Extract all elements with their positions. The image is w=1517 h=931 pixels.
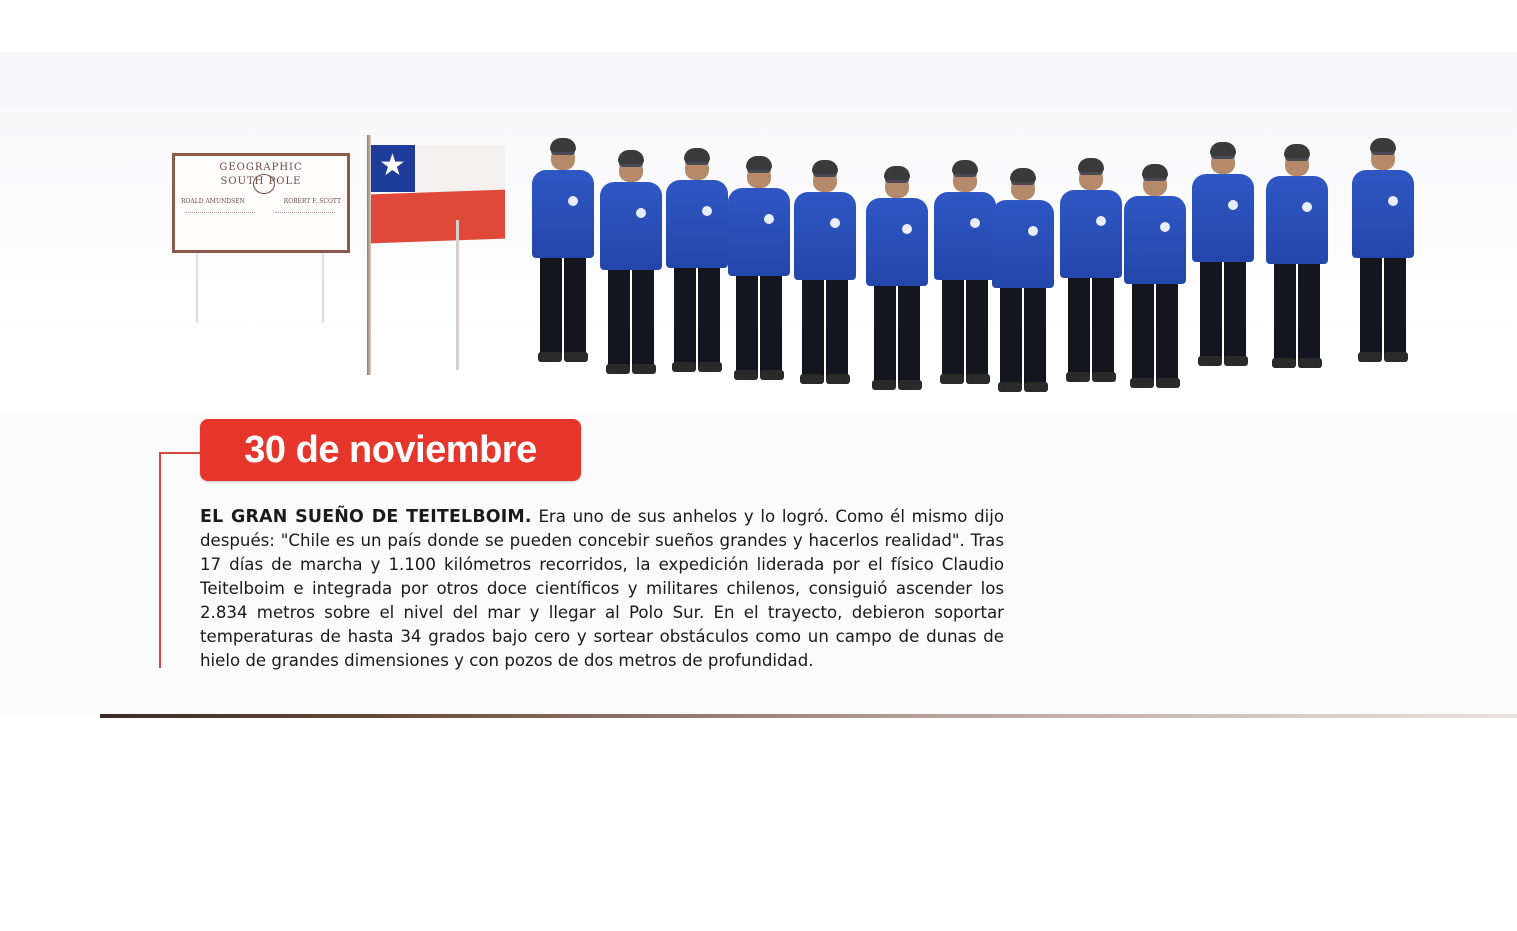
flag-red-band (371, 190, 505, 244)
antarctica-emblem-icon (253, 174, 275, 194)
sign-left-name: ROALD AMUNDSEN (181, 198, 245, 205)
sign-fine-print-left (185, 212, 255, 243)
sign-post-right (322, 253, 324, 323)
sign-fine-print-right (275, 212, 335, 243)
red-bracket-vertical (159, 452, 161, 668)
sign-post-left (196, 253, 198, 323)
date-heading: 30 de noviembre (244, 428, 537, 471)
sign-right-name: ROBERT F. SCOTT (283, 198, 341, 205)
page-bottom-edge (100, 714, 1517, 718)
sign-line-1: GEOGRAPHIC (219, 162, 303, 173)
article-paragraph (200, 505, 1004, 673)
article-lead: EL GRAN SUEÑO DE TEITELBOIM. (200, 507, 532, 527)
chilean-flag (371, 145, 505, 241)
sign-line-2: SOUTH POLE (220, 176, 302, 187)
ceremonial-pole (456, 220, 459, 370)
date-heading-tab (200, 419, 581, 481)
star-icon: ★ (379, 148, 406, 183)
south-pole-sign (172, 153, 350, 253)
article-body: Era uno de sus anhelos y lo logró. Como él mismo dijo después: "Chile es un país donde se pueden concebir sueños grandes y hacerlos realidad". Tras 17 días de marcha y 1.100 kilómetros recorridos, la expedición liderada por el físico Claudio Teitelboim e integrada por otros doce científicos y militares chilenos, consiguió ascender los 2.834 metros sobre el nivel del mar y llegar al Polo Sur. En el trayecto, debieron soportar temperaturas de hasta 34 grados bajo cero y sortear obstáculos como un campo de dunas de hielo de grandes dimensiones y con pozos de dos metros de profundidad. (200, 507, 1004, 670)
expedition-members-photo (528, 138, 1440, 396)
flag-white-band (415, 145, 505, 192)
red-bracket-horizontal (159, 452, 200, 454)
sign-names (181, 198, 341, 205)
